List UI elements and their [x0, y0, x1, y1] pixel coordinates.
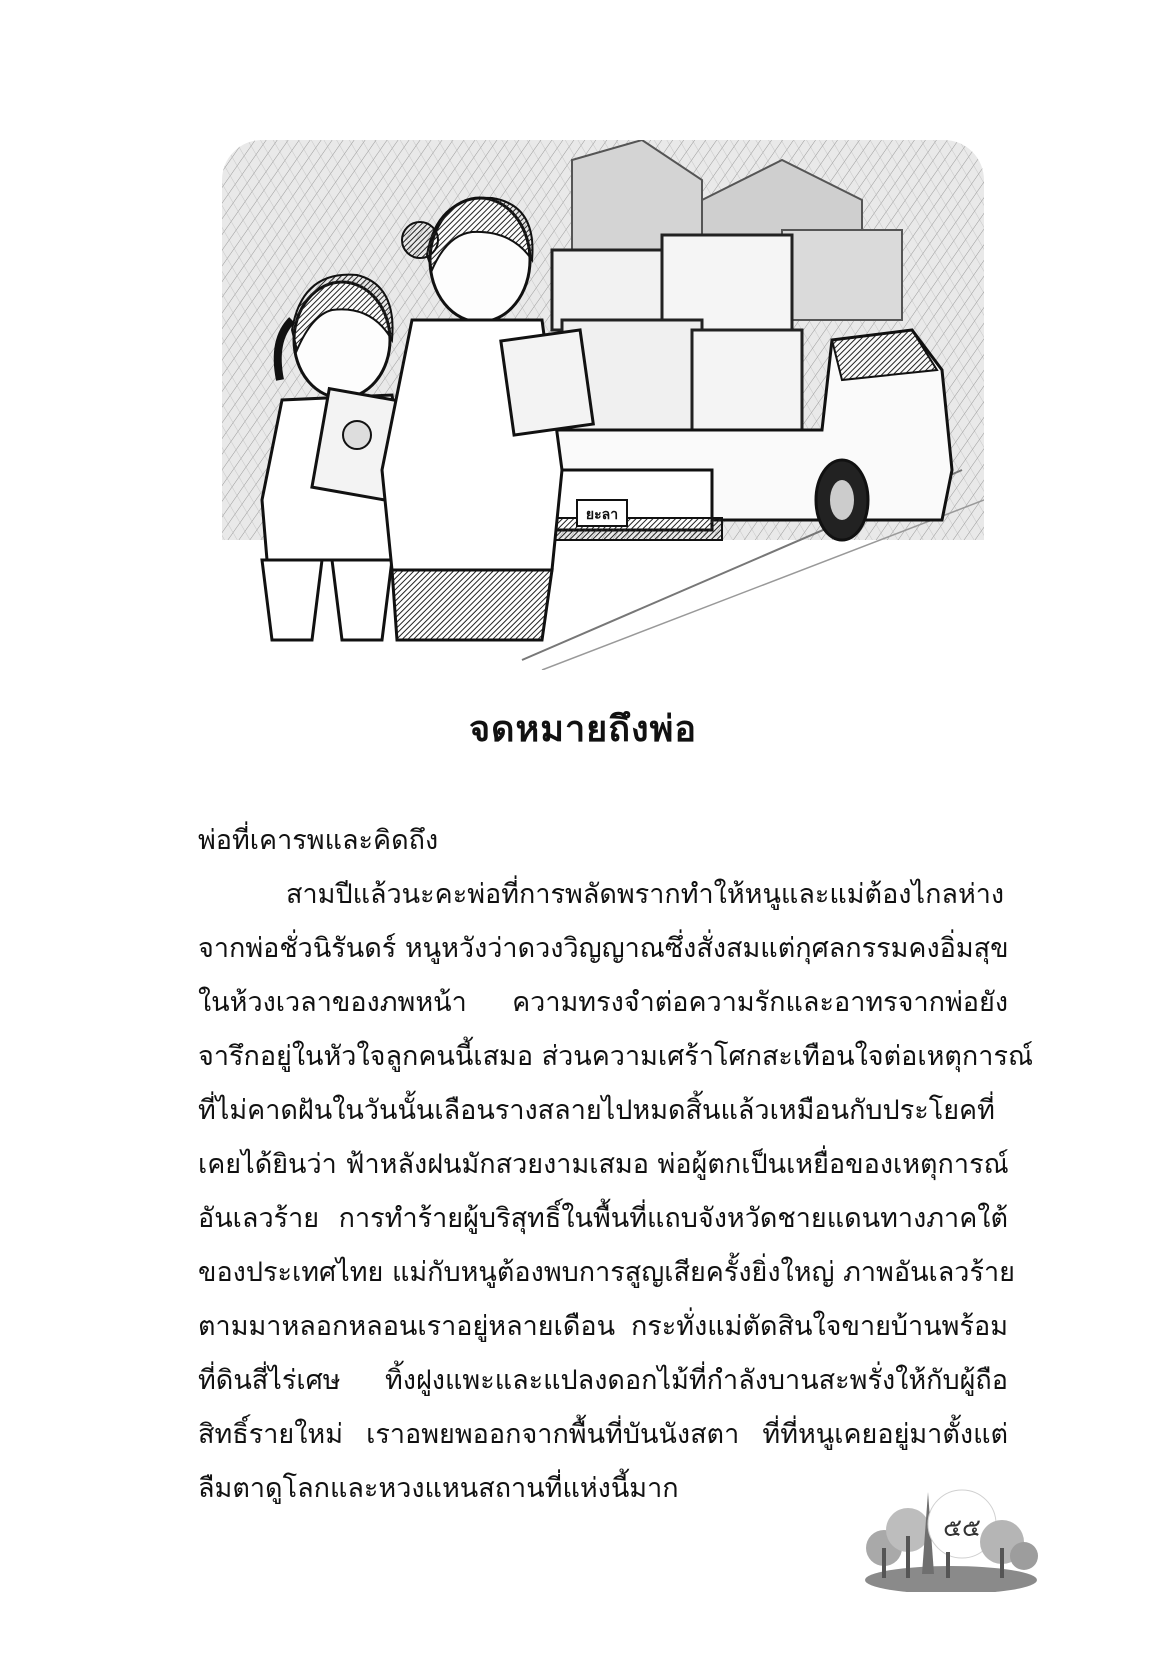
letter-line: อันเลวร้าย การทำร้ายผู้บริสุทธิ์ในพื้นที่แถบจังหวัดชายแดนทางภาคใต้	[198, 1203, 1008, 1234]
letter-salutation: พ่อที่เคารพและคิดถึง	[198, 825, 439, 856]
page-number: ๕๕	[943, 1513, 981, 1542]
letter-line: สามปีแล้วนะคะพ่อที่การพลัดพรากทำให้หนูและแม่ต้องไกลห่าง	[286, 879, 1005, 910]
letter-title: จดหมายถึงพ่อ	[469, 709, 697, 750]
story-illustration	[222, 140, 984, 670]
letter-line: ของประเทศไทย แม่กับหนูต้องพบการสูญเสียครั้งยิ่งใหญ่ ภาพอันเลวร้าย	[198, 1257, 1015, 1288]
letter-line: สิทธิ์รายใหม่ เราอพยพออกจากพื้นที่บันนังสตา ที่ที่หนูเคยอยู่มาตั้งแต่	[198, 1419, 1008, 1450]
letter-line: จากพ่อชั่วนิรันดร์ หนูหวังว่าดวงวิญญาณซึ่งสั่งสมแต่กุศลกรรมคงอิ่มสุข	[198, 933, 1009, 964]
license-plate-text: ยะลา	[585, 507, 619, 523]
woman-and-girl-with-truck-illustration	[222, 140, 984, 670]
letter-line: เคยได้ยินว่า ฟ้าหลังฝนมักสวยงามเสมอ พ่อผู้ตกเป็นเหยื่อของเหตุการณ์	[198, 1149, 1009, 1180]
letter-line: ลืมตาดูโลกและหวงแหนสถานที่แห่งนี้มาก	[198, 1473, 679, 1504]
letter-line: ในห้วงเวลาของภพหน้า ความทรงจำต่อความรักและอาทรจากพ่อยัง	[198, 987, 1008, 1018]
letter-line: ที่ดินสี่ไร่เศษ ทิ้งฝูงแพะและแปลงดอกไม้ที่กำลังบานสะพรั่งให้กับผู้ถือ	[198, 1365, 1008, 1396]
letter-line: ตามมาหลอกหลอนเราอยู่หลายเดือน กระทั่งแม่ตัดสินใจขายบ้านพร้อม	[198, 1311, 1008, 1342]
letter-line: จารึกอยู่ในหัวใจลูกคนนี้เสมอ ส่วนความเศร้าโศกสะเทือนใจต่อเหตุการณ์	[198, 1041, 1033, 1072]
letter-body	[198, 814, 1033, 1516]
letter-line: ที่ไม่คาดฝันในวันนั้นเลือนรางสลายไปหมดสิ้นแล้วเหมือนกับประโยคที่	[198, 1095, 995, 1126]
